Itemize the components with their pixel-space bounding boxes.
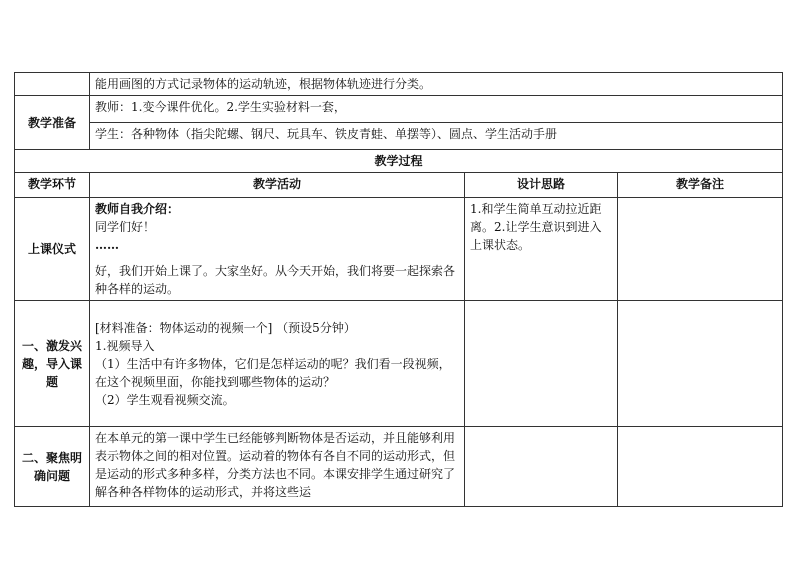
activity-line: （2）学生观看视频交流。 xyxy=(95,392,235,407)
activity-heading: 教师自我介绍： xyxy=(95,202,180,216)
design-cell xyxy=(465,427,618,507)
preparation-student: 学生：各种物体（指尖陀螺、钢尺、玩具车、铁皮青蛙、单摆等）、圆点、学生活动手册 xyxy=(90,123,783,150)
preparation-teacher: 教师：1.变今课件优化。2.学生实验材料一套， xyxy=(90,96,783,123)
preparation-student-row xyxy=(15,123,783,150)
table-row xyxy=(15,427,783,507)
activity-line: （1）生活中有许多物体，它们是怎样运动的呢？我们看一段视频，在这个视频里面，你能找到哪些物体的运动？ xyxy=(95,356,451,389)
notes-cell xyxy=(618,427,783,507)
stage-cell: 上课仪式 xyxy=(15,198,90,301)
objective-text: 能用画图的方式记录物体的运动轨迹，根据物体轨迹进行分类。 xyxy=(90,73,783,96)
table-row xyxy=(15,198,783,301)
preparation-label: 教学准备 xyxy=(15,96,90,150)
activity-line: …… xyxy=(95,238,119,252)
stage-cell: 二、聚焦明确问题 xyxy=(15,427,90,507)
activity-line: 1.视频导入 xyxy=(95,338,155,353)
header-activity: 教学活动 xyxy=(90,173,465,198)
objective-label-cell xyxy=(15,73,90,96)
header-design: 设计思路 xyxy=(465,173,618,198)
spacer xyxy=(95,254,459,262)
activity-line: 同学们好！ xyxy=(95,220,156,234)
preparation-teacher-row xyxy=(15,96,783,123)
activity-line: 在本单元的第一课中学生已经能够判断物体是否运动，并且能够利用表示物体之间的相对位置。运动着的物体有各自不同的运动形式，但是运动的形式多种多样，分类方法也不同。本课安排学生通过研究了解各种各样物体的运动形式，并将这些运 xyxy=(95,431,456,499)
header-stage: 教学环节 xyxy=(15,173,90,198)
table-row xyxy=(15,301,783,427)
notes-cell xyxy=(618,198,783,301)
design-cell: 1.和学生简单互动拉近距离。2.让学生意识到进入上课状态。 xyxy=(465,198,618,301)
activity-cell xyxy=(90,427,465,507)
header-row xyxy=(15,173,783,198)
activity-line: [材料准备：物体运动的视频一个] （预设5分钟） xyxy=(95,320,356,335)
objective-row xyxy=(15,73,783,96)
header-notes: 教学备注 xyxy=(618,173,783,198)
activity-cell xyxy=(90,301,465,427)
lesson-plan-table xyxy=(14,72,783,507)
process-title: 教学过程 xyxy=(15,150,783,173)
activity-cell xyxy=(90,198,465,301)
activity-line: 好，我们开始上课了。大家坐好。从今天开始，我们将要一起探索各种各样的运动。 xyxy=(95,264,456,296)
design-cell xyxy=(465,301,618,427)
process-title-row xyxy=(15,150,783,173)
stage-cell: 一、激发兴趣，导入课题 xyxy=(15,301,90,427)
notes-cell xyxy=(618,301,783,427)
